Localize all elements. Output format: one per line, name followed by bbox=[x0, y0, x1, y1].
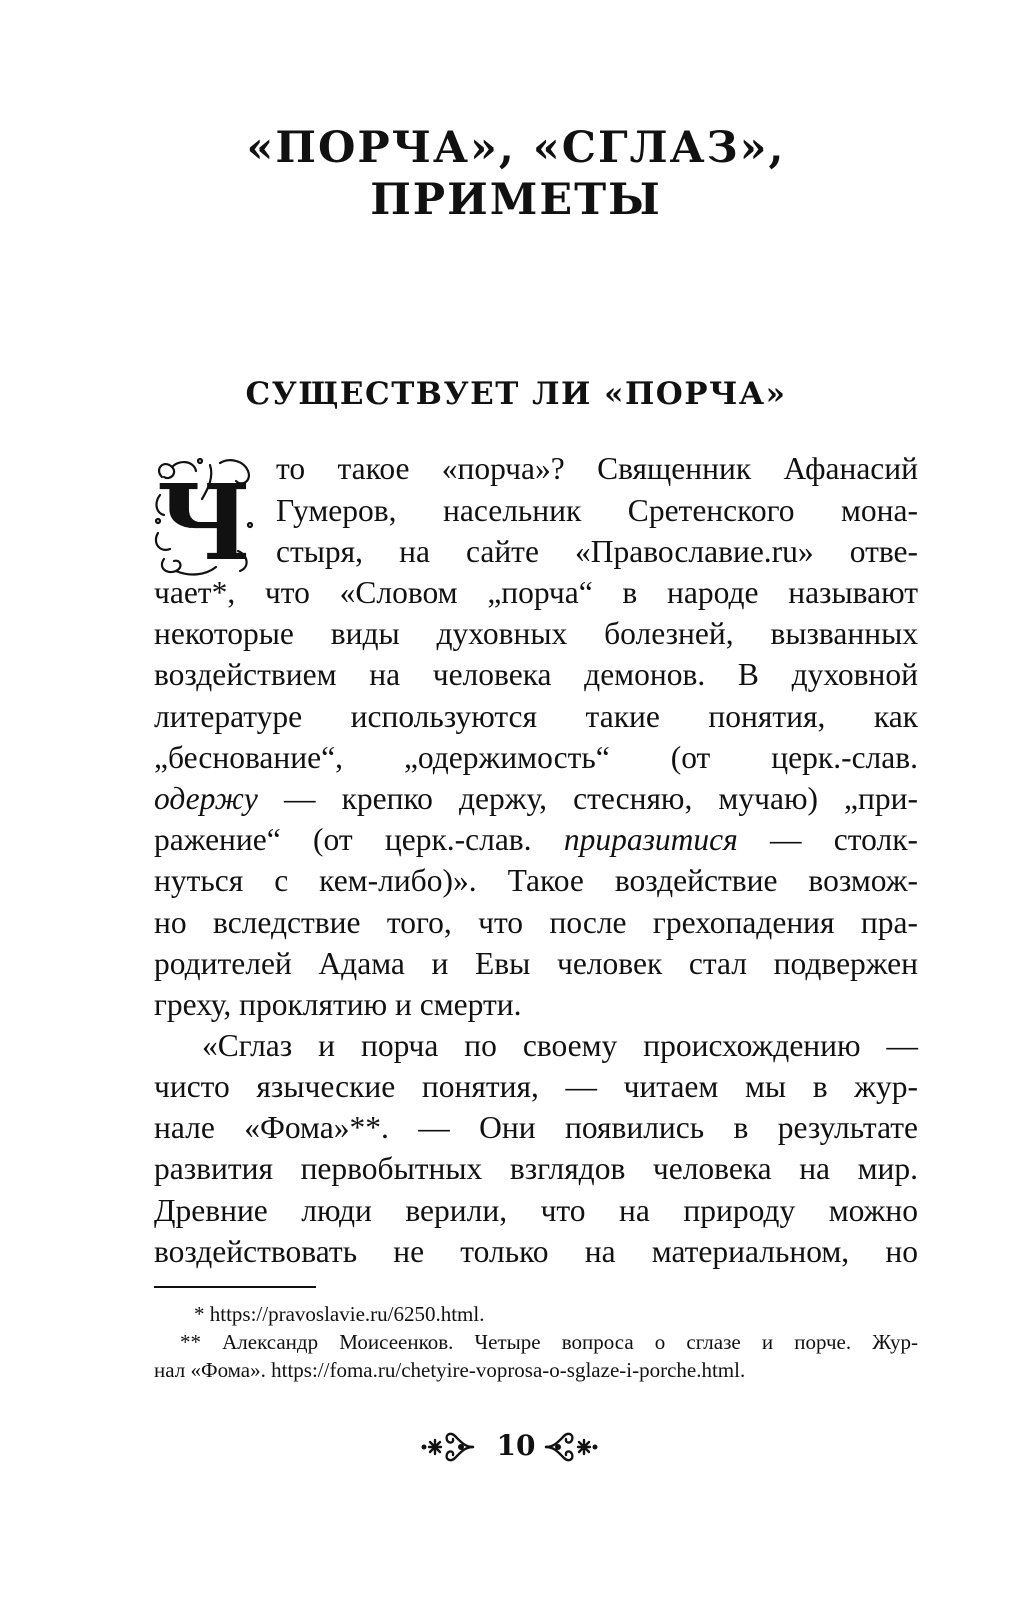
p2-line-6: воздействовать не только на материальном, но bbox=[154, 1234, 918, 1269]
p1-line-9 bbox=[154, 778, 918, 820]
p1-line-4: чает*, что «Словом „порча“ в народе называют bbox=[154, 575, 918, 610]
p1-line-8: „беснование“, „одержимость“ (от церк.-слав. bbox=[154, 740, 918, 775]
p1-line-2: Гумеров, насельник Сретенского мона- bbox=[276, 493, 918, 528]
p1-line-14: греху, проклятию и смерти. bbox=[154, 987, 522, 1022]
floral-ornament-icon bbox=[542, 1422, 598, 1472]
p1-line-9-rest: — крепко держу, стесняю, мучаю) „при- bbox=[257, 781, 918, 816]
p1-line-10-end: — столк- bbox=[737, 822, 918, 857]
italic-term-2: приразитися bbox=[563, 822, 738, 857]
p1-line-7: литературе используются такие понятия, как bbox=[154, 699, 918, 734]
chapter-title-line-1: «ПОРЧА», «СГЛАЗ», bbox=[246, 123, 786, 173]
p1-line-1: то такое «порча»? Священник Афанасий bbox=[276, 451, 918, 486]
p2-line-5: Древние люди верили, что на природу можно bbox=[154, 1193, 918, 1228]
p1-line-5: некоторые виды духовных болезней, вызванных bbox=[154, 616, 918, 651]
p1-line-3: стыря, на сайте «Православие.ru» отве- bbox=[276, 534, 918, 569]
p1-line-11: нуться с кем-либо)». Такое воздействие возмож- bbox=[154, 863, 918, 898]
footnote-divider bbox=[154, 1286, 316, 1288]
page-number: 10 bbox=[496, 1429, 536, 1462]
footnote-2-line-2: нал «Фома». https://foma.ru/chetyire-voprosa-o-sglaze-i-porche.html. bbox=[154, 1358, 746, 1382]
p2-line-4: развития первобытных взглядов человека на мир. bbox=[154, 1151, 918, 1186]
p2-line-1: «Сглаз и порча по своему происхождению — bbox=[202, 1028, 918, 1063]
floral-ornament-icon bbox=[421, 1422, 477, 1472]
footnote-2-line-1: ** Александр Моисеенков. Четыре вопроса о сглазе и порче. Жур- bbox=[180, 1330, 918, 1354]
page-footer bbox=[0, 1422, 1032, 1472]
p1-line-10-start: ражение“ (от церк.-слав. bbox=[154, 822, 564, 857]
p1-line-10 bbox=[154, 819, 918, 861]
p2-line-2: чисто языческие понятия, — читаем мы в жур- bbox=[154, 1069, 918, 1104]
dropcap-ornament-icon bbox=[150, 455, 258, 579]
chapter-title-line-2: ПРИМЕТЫ bbox=[370, 175, 662, 225]
p2-line-3: нале «Фома»**. — Они появились в результате bbox=[154, 1110, 918, 1145]
p1-line-13: родителей Адама и Евы человек стал подвержен bbox=[154, 946, 918, 981]
italic-term-1: одержу bbox=[154, 781, 258, 816]
dropcap-letter: Ч bbox=[156, 461, 252, 579]
p1-line-6: воздействием на человека демонов. В духовной bbox=[154, 657, 918, 692]
section-title: СУЩЕСТВУЕТ ЛИ «ПОРЧА» bbox=[245, 376, 787, 412]
footnote-1: * https://pravoslavie.ru/6250.html. bbox=[194, 1302, 485, 1326]
p1-line-12: но вследствие того, что после грехопадения пра- bbox=[154, 905, 918, 940]
